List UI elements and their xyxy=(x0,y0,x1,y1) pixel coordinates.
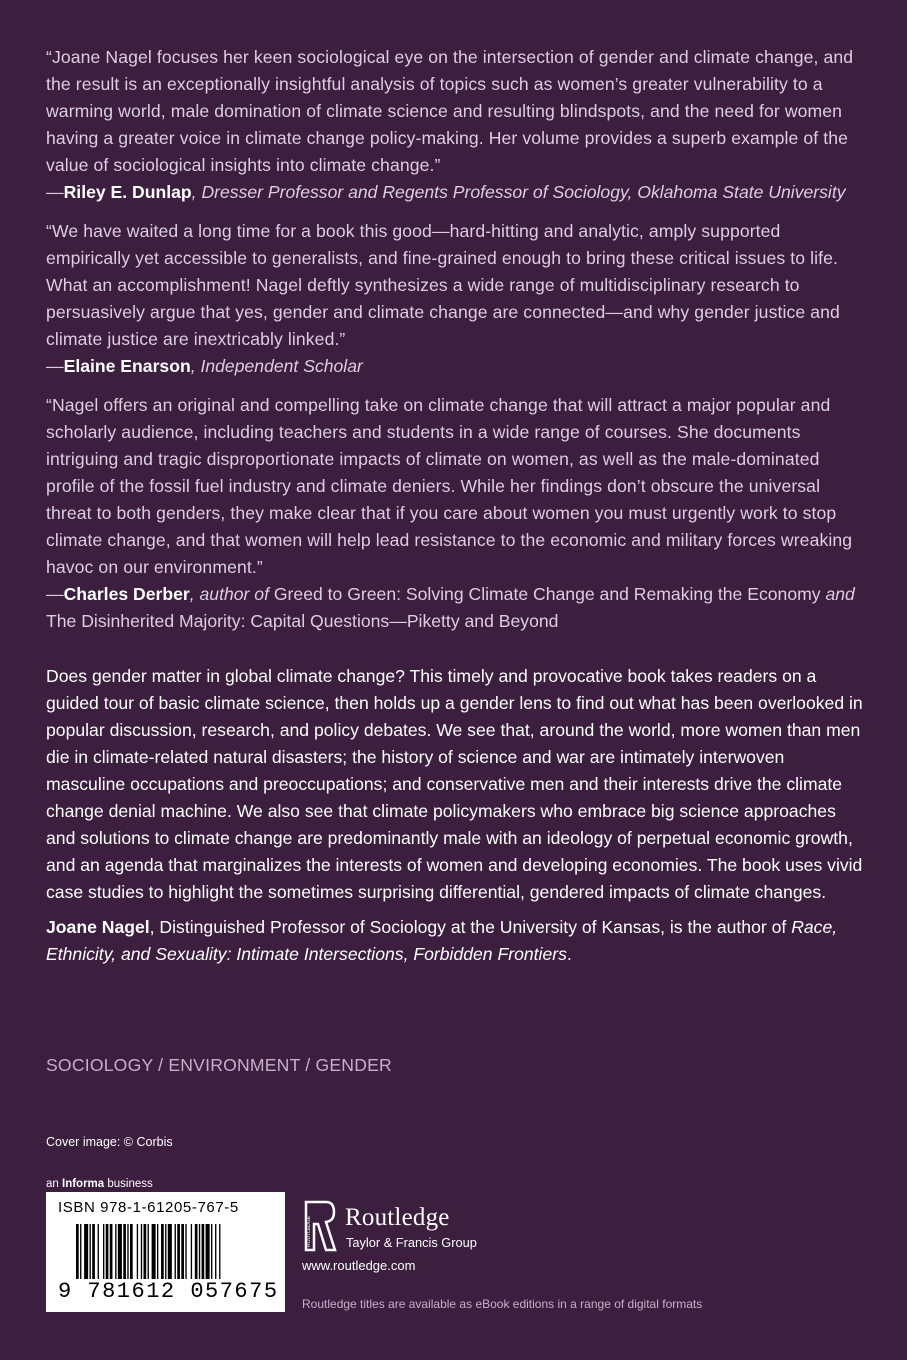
barcode-bar xyxy=(177,1224,180,1279)
barcode-bar xyxy=(141,1224,142,1279)
barcode-bar xyxy=(206,1224,210,1279)
barcode-bar xyxy=(185,1224,186,1279)
barcode-bar xyxy=(106,1224,109,1279)
barcode-bar xyxy=(148,1224,149,1279)
book-title-2: The Disinherited Majority: Capital Questions—Piketty and Beyond xyxy=(46,611,559,631)
book-description: Does gender matter in global climate change? This timely and provocative book takes readers on a guided tour of basic climate science, then holds up a gender lens to find out what has been overlooked in popular discussion, research, and policy debates. We see that, around the world, more women than men die in climate-related natural disasters; the history of science and war are intimately interwoven masculine occupations and preoccupations; and conservative men and their interests drive the climate change denial machine. We also see that climate policymakers who embrace big science approaches and solutions to climate change are predominantly male with an ideology of perpetual economic growth, and an agenda that marginalizes the interests of women and developing economies. The book uses vivid case studies to highlight the sometimes surprising differential, gendered impacts of climate changes. xyxy=(46,666,863,902)
barcode-bar xyxy=(115,1224,116,1279)
barcode-bar xyxy=(199,1224,200,1279)
barcode-bars xyxy=(76,1224,266,1279)
subject-categories: SOCIOLOGY / ENVIRONMENT / GENDER xyxy=(46,1055,392,1075)
barcode-bar xyxy=(195,1224,198,1279)
endorsement-quote-3: “Nagel offers an original and compelling take on climate change that will attract a major popular and scholarly audience, including teachers and students in a wide range of courses. She documents intriguing and tragic disproportionate impacts of climate on women, as well as the male-dominated profile of the fossil fuel industry and climate deniers. While her findings don’t obscure the universal threat to both genders, they make clear that if you care about women you must urgently work to stop climate change, and that women will help lead resistance to the economic and military forces wreaking havoc on our environment.” xyxy=(46,395,853,577)
endorsement-attribution-3: —Charles Derber, author of Greed to Green: Solving Climate Change and Remaking the Economy and The Disinherited Majority: Capital Questions—Piketty and Beyond xyxy=(46,584,855,631)
endorsement-attribution-2: —Elaine Enarson, Independent Scholar xyxy=(46,356,363,376)
svg-text:ROUTLEDGE: ROUTLEDGE xyxy=(306,1215,312,1247)
endorser-affiliation: , Independent Scholar xyxy=(190,356,363,376)
barcode-bar xyxy=(130,1224,133,1279)
barcode-bar xyxy=(127,1224,128,1279)
barcode-bar xyxy=(76,1224,79,1279)
barcode-bar xyxy=(215,1224,216,1279)
barcode-bar xyxy=(165,1224,166,1279)
barcode-digits: 9 781612 057675 xyxy=(58,1279,279,1304)
informa-business-line: an Informa business xyxy=(46,1178,153,1190)
informa-logo: Informa xyxy=(62,1178,105,1190)
ebook-note: Routledge titles are available as eBook editions in a range of digital formats xyxy=(302,1297,703,1311)
barcode-bar xyxy=(90,1224,91,1279)
barcode-bar xyxy=(84,1224,88,1279)
endorser-name: Charles Derber xyxy=(63,584,190,604)
barcode-bar xyxy=(80,1224,81,1279)
author-book-title: Race, Ethnicity, and Sexuality: Intimate Intersections, Forbidden Frontiers xyxy=(46,917,838,964)
routledge-logo-icon xyxy=(302,1200,338,1252)
publisher-website[interactable]: www.routledge.com xyxy=(302,1258,416,1273)
barcode-bar xyxy=(103,1224,104,1279)
barcode-bar xyxy=(175,1224,176,1279)
barcode-bar xyxy=(157,1224,158,1279)
endorsement-attribution-1: —Riley E. Dunlap, Dresser Professor and Regents Professor of Sociology, Oklahoma State University xyxy=(46,182,846,202)
endorser-name: Elaine Enarson xyxy=(63,356,191,376)
barcode-bar xyxy=(168,1224,172,1279)
barcode-bar xyxy=(137,1224,138,1279)
endorser-affiliation: , Dresser Professor and Regents Professor of Sociology, Oklahoma State University xyxy=(191,182,846,202)
barcode-bar xyxy=(181,1224,184,1279)
isbn-label: ISBN 978-1-61205-767-5 xyxy=(58,1199,239,1216)
barcode-bar xyxy=(191,1224,192,1279)
back-cover-text xyxy=(46,44,866,968)
barcode-bar xyxy=(118,1224,122,1279)
publisher-group: Taylor & Francis Group xyxy=(346,1235,477,1250)
book-title-1: Greed to Green: Solving Climate Change and Remaking the Economy xyxy=(273,584,821,604)
cover-credit: Cover image: © Corbis xyxy=(46,1135,173,1149)
endorsement-quote-1: “Joane Nagel focuses her keen sociological eye on the intersection of gender and climate change, and the result is an exceptionally insightful analysis of topics such as women’s greater vulnerability to a warming world, male domination of climate science and resulting blindspots, and the need for women having a greater voice in climate change policy-making. Her volume provides a superb example of the value of sociological insights into climate change.” xyxy=(46,47,854,175)
barcode-bar xyxy=(202,1224,205,1279)
barcode-bar xyxy=(92,1224,95,1279)
endorsement-quote-2: “We have waited a long time for a book this good—hard-hitting and analytic, amply supported empirically yet accessible to generalists, and fine-grained enough to bring these critical issues to life. What an accomplishment! Nagel deftly synthesizes a wide range of multidisciplinary research to persuasively argue that yes, gender and climate change are connected—and why gender justice and climate justice are inextricably linked.” xyxy=(46,221,840,349)
barcode-bar xyxy=(144,1224,147,1279)
barcode-bar xyxy=(110,1224,113,1279)
endorser-name: Riley E. Dunlap xyxy=(63,182,192,202)
barcode-bar xyxy=(211,1224,212,1279)
barcode-bar xyxy=(161,1224,164,1279)
author-bio: Joane Nagel, Distinguished Professor of Sociology at the University of Kansas, is the author of Race, Ethnicity, and Sexuality: Intimate Intersections, Forbidden Frontiers. xyxy=(46,917,838,964)
barcode-bar xyxy=(98,1224,99,1279)
barcode-bar xyxy=(152,1224,156,1279)
publisher-name: Routledge xyxy=(345,1204,450,1231)
author-name: Joane Nagel xyxy=(46,917,150,937)
isbn-barcode xyxy=(46,1192,285,1312)
barcode-bar xyxy=(123,1224,126,1279)
barcode-bar xyxy=(219,1224,220,1279)
